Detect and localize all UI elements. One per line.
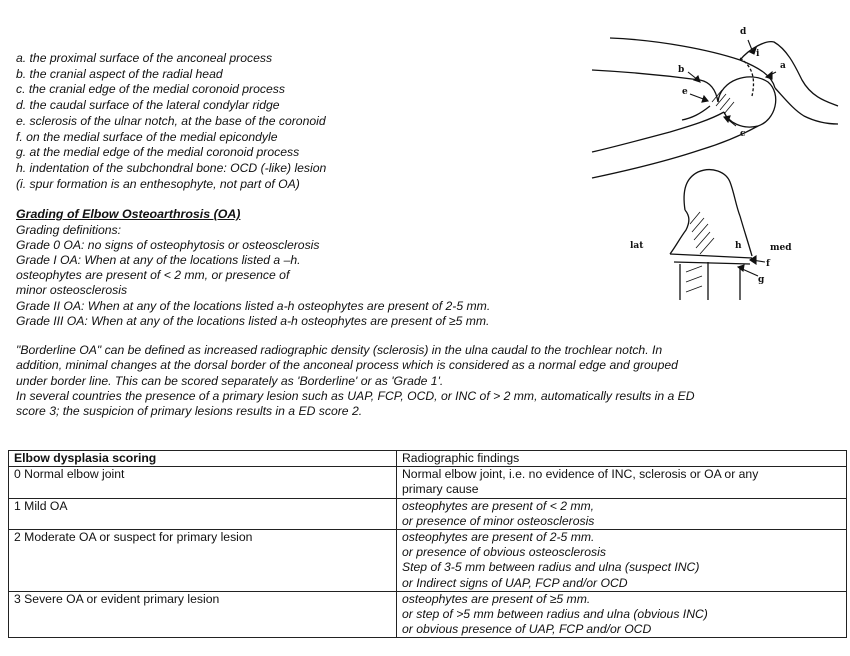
findings-line: Step of 3-5 mm between radius and ulna (suspect INC) bbox=[402, 560, 700, 575]
table-row bbox=[9, 591, 847, 638]
label-d: d bbox=[740, 27, 747, 37]
location-item-h: h. indentation of the subchondral bone: OCD (-like) lesion bbox=[16, 160, 327, 175]
label-c: c bbox=[740, 129, 746, 139]
location-item-b: b. the cranial aspect of the radial head bbox=[16, 66, 223, 81]
findings-line: osteophytes are present of ≥5 mm. bbox=[402, 591, 591, 606]
findings-cell bbox=[397, 530, 847, 592]
findings-line: osteophytes are present of < 2 mm, bbox=[402, 498, 595, 513]
note-line: under border line. This can be scored separately as 'Borderline' or as 'Grade 1'. bbox=[16, 373, 444, 388]
findings-cell bbox=[397, 591, 847, 638]
ed-scoring-table bbox=[8, 450, 847, 638]
grading-definitions-label: Grading definitions: bbox=[16, 222, 122, 237]
grade-1-definition-cont: osteophytes are present of < 2 mm, or presence of bbox=[16, 268, 290, 283]
label-g: g bbox=[758, 275, 765, 285]
grading-heading: Grading of Elbow Osteoarthrosis (OA) bbox=[16, 207, 241, 221]
note-line: In several countries the presence of a primary lesion such as UAP, FCP, OCD, or INC of > 2 mm, automatically results in a ED bbox=[16, 388, 695, 403]
label-lat: lat bbox=[630, 241, 644, 251]
oa-location-list bbox=[16, 51, 326, 192]
findings-line: or step of >5 mm between radius and ulna (obvious INC) bbox=[402, 607, 708, 622]
grade-2-definition: Grade II OA: When at any of the locations listed a-h osteophytes are present of 2-5 mm. bbox=[16, 298, 491, 313]
location-item-d: d. the caudal surface of the lateral condylar ridge bbox=[16, 98, 280, 113]
grading-section bbox=[16, 207, 490, 329]
score-cell: 3 Severe OA or evident primary lesion bbox=[9, 591, 397, 638]
table-row bbox=[9, 530, 847, 592]
location-item-i: (i. spur formation is an enthesophyte, not part of OA) bbox=[16, 176, 300, 191]
column-header-findings: Radiographic findings bbox=[397, 451, 847, 467]
label-a: a bbox=[780, 61, 786, 71]
grade-3-definition: Grade III OA: When at any of the locations listed a-h osteophytes are present of ≥5 mm. bbox=[16, 313, 490, 328]
location-item-e: e. sclerosis of the ulnar notch, at the base of the coronoid bbox=[16, 113, 326, 128]
table-row bbox=[9, 498, 847, 529]
label-h: h bbox=[735, 241, 742, 251]
note-line: "Borderline OA" can be defined as increased radiographic density (sclerosis) in the ulna caudal to the trochlear notch. In bbox=[16, 343, 663, 357]
elbow-diagram-svg bbox=[590, 10, 840, 300]
score-cell: 1 Mild OA bbox=[9, 498, 397, 529]
findings-line: primary cause bbox=[402, 482, 479, 497]
location-item-f: f. on the medial surface of the medial epicondyle bbox=[16, 129, 278, 144]
label-med: med bbox=[770, 243, 792, 253]
label-i: i bbox=[756, 49, 760, 59]
grade-1-definition: Grade I OA: When at any of the locations listed a –h. bbox=[16, 252, 301, 267]
findings-cell bbox=[397, 467, 847, 498]
score-cell: 2 Moderate OA or suspect for primary lesion bbox=[9, 530, 397, 592]
findings-line: or presence of minor osteosclerosis bbox=[402, 513, 595, 528]
findings-line: osteophytes are present of 2-5 mm. bbox=[402, 530, 595, 545]
location-item-g: g. at the medial edge of the medial coronoid process bbox=[16, 145, 300, 160]
label-f: f bbox=[766, 259, 770, 269]
findings-line: or Indirect signs of UAP, FCP and/or OCD bbox=[402, 575, 628, 590]
score-cell: 0 Normal elbow joint bbox=[9, 467, 397, 498]
elbow-diagram bbox=[590, 10, 840, 300]
column-header-scoring: Elbow dysplasia scoring bbox=[9, 451, 397, 467]
location-item-c: c. the cranial edge of the medial coronoid process bbox=[16, 82, 285, 97]
grade-1-definition-cont2: minor osteosclerosis bbox=[16, 283, 128, 298]
label-e: e bbox=[682, 87, 688, 97]
findings-line: Normal elbow joint, i.e. no evidence of INC, sclerosis or OA or any bbox=[402, 467, 759, 482]
grade-0-definition: Grade 0 OA: no signs of osteophytosis or osteosclerosis bbox=[16, 237, 320, 252]
note-line: score 3; the suspicion of primary lesions results in a ED score 2. bbox=[16, 404, 363, 419]
label-b: b bbox=[678, 65, 685, 75]
table-row bbox=[9, 467, 847, 498]
table-header-row bbox=[9, 451, 847, 467]
findings-line: or obvious presence of UAP, FCP and/or OCD bbox=[402, 622, 652, 637]
findings-cell bbox=[397, 498, 847, 529]
note-line: addition, minimal changes at the dorsal border of the anconeal process which is considered as a normal edge and grouped bbox=[16, 358, 678, 373]
borderline-note bbox=[16, 343, 828, 419]
location-item-a: a. the proximal surface of the anconeal process bbox=[16, 51, 273, 65]
findings-line: or presence of obvious osteosclerosis bbox=[402, 545, 606, 560]
